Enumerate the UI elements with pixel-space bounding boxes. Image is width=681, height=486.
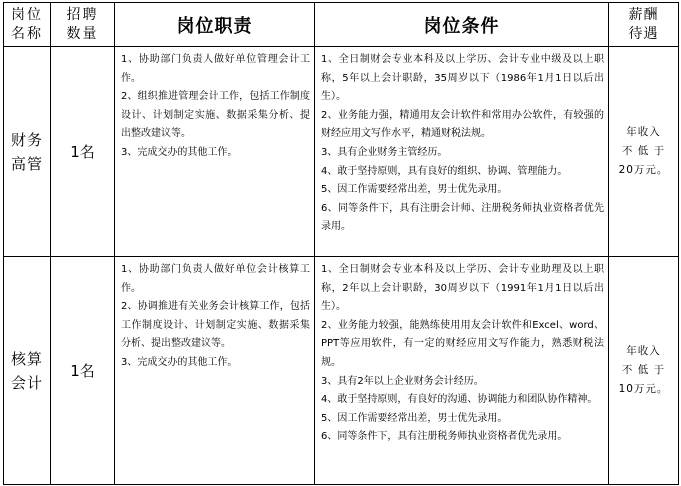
recruitment-table <box>3 2 679 485</box>
condition-item: 3、具有企业财务主管经历。 <box>321 146 448 158</box>
table-row <box>4 47 679 257</box>
conditions-cell <box>315 257 609 485</box>
duties-cell <box>115 47 315 257</box>
condition-item: 5、因工作需要经常出差，男士优先录用。 <box>321 412 508 424</box>
hire-count-cell: 1名 <box>51 47 115 257</box>
duty-item: 1、协助部门负责人做好单位会计核算工作。 <box>121 264 310 294</box>
header-salary: 薪酬 待遇 <box>609 3 679 47</box>
duties-cell <box>115 257 315 485</box>
condition-item: 5、因工作需要经常出差，男士优先录用。 <box>321 184 508 196</box>
header-position-name: 岗位 名称 <box>4 3 51 47</box>
salary-cell: 年收入 不 低 于 20万元。 <box>609 47 679 257</box>
duty-item: 1、协助部门负责人做好单位管理会计工作。 <box>121 54 310 84</box>
duty-item: 3、完成交办的其他工作。 <box>121 356 238 368</box>
hire-count-cell: 1名 <box>51 257 115 485</box>
condition-item: 1、全日制财会专业本科及以上学历、会计专业中级及以上职称，5年以上会计职龄，35周岁以下（1986年1月1日以后出生）。 <box>321 54 604 103</box>
header-row <box>4 3 679 47</box>
condition-item: 6、同等条件下，具有注册税务师执业资格者优先录用。 <box>321 431 568 443</box>
condition-item: 2、业务能力较强，能熟练使用用友会计软件和Excel、word、PPT等应用软件，有一定的财经应用文写作能力，熟悉财税法规。 <box>321 319 604 368</box>
condition-item: 3、具有2年以上企业财务会计经历。 <box>321 375 484 387</box>
header-hire-count: 招聘 数量 <box>51 3 115 47</box>
salary-cell: 年收入 不 低 于 10万元。 <box>609 257 679 485</box>
duty-item: 2、组织推进管理会计工作，包括工作制度设计、计划制定实施、数据采集分析、提出整改建议等。 <box>121 91 310 140</box>
condition-item: 4、敢于坚持原则，具有良好的组织、协调、管理能力。 <box>321 165 568 177</box>
table-row <box>4 257 679 485</box>
position-name-cell: 财务 高管 <box>4 47 51 257</box>
condition-item: 4、敢于坚持原则，有良好的沟通、协调能力和团队协作精神。 <box>321 394 598 406</box>
header-duties: 岗位职责 <box>115 3 315 47</box>
duty-item: 2、协调推进有关业务会计核算工作，包括工作制度设计、计划制定实施、数据采集分析、提出整改建议等。 <box>121 301 310 350</box>
condition-item: 2、业务能力强，精通用友会计软件和常用办公软件，有较强的财经应用文写作水平，精通财税法规。 <box>321 109 604 140</box>
header-conditions: 岗位条件 <box>315 3 609 47</box>
duty-item: 3、完成交办的其他工作。 <box>121 146 238 158</box>
position-name-cell: 核算 会计 <box>4 257 51 485</box>
condition-item: 6、同等条件下，具有注册会计师、注册税务师执业资格者优先录用。 <box>321 202 604 233</box>
condition-item: 1、全日制财会专业本科及以上学历、会计专业助理及以上职称，2年以上会计职龄，30周岁以下（1991年1月1日以后出生）。 <box>321 264 604 313</box>
conditions-cell <box>315 47 609 257</box>
